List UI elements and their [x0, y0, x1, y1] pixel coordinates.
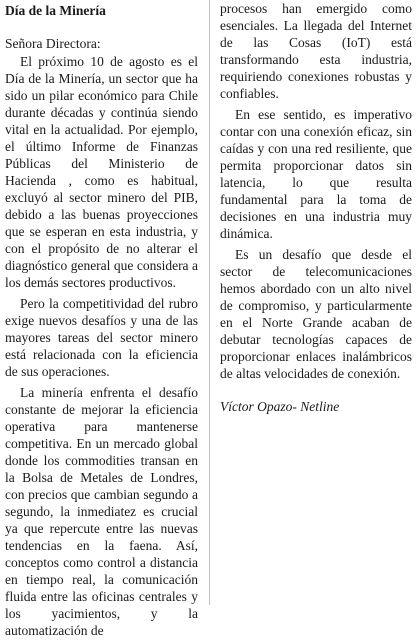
right-column — [220, 0, 412, 415]
paragraph-3-continued: procesos han emergido como esenciales. La llegada del Internet de las Cosas (IoT) está transformando esta industria, requiriendo conexiones robustas y confiables. — [220, 1, 412, 101]
paragraph-4: En ese sentido, es imperativo contar con una conexión eficaz, sin caídas y con una red resiliente, que permita proporcionar datos sin latencia, lo que resulta fundamental para la toma de decisiones en una industria muy dinámica. — [220, 107, 412, 241]
paragraph-1: El próximo 10 de agosto es el Día de la Minería, un sector que ha sido un pilar económico para Chile durante décadas y continúa siendo vital en la actualidad. Por ejemplo, el último Informe de Finanzas Públicas del Ministerio de Hacienda , como es habitual, excluyó al sector minero del PIB, debido a las buenas proyecciones que se esperan en esta industria, y con el propósito de no alterar el diagnóstico general que considera a los demás sectores productivos. — [5, 54, 198, 290]
letter-title: Día de la Minería — [5, 3, 106, 18]
signature: Víctor Opazo- Netline — [220, 399, 340, 414]
paragraph-5: Es un desafío que desde el sector de telecomunicaciones hemos abordado con un alto nivel de compromiso, y particularmente en el Norte Grande acaban de debutar tecnologías capaces de proporcionar enlaces inalámbricos de altas velocidades de conexión. — [220, 247, 412, 381]
salutation: Señora Directora: — [5, 36, 101, 51]
paragraph-3: La minería enfrenta el desafío constante de mejorar la eficiencia operativa para mantenerse competitiva. En un mercado global donde los commodities transan en la Bolsa de Metales de Londres, con precios que cambian segundo a segundo, la inmediatez es crucial ya que repercute entre las nuevas tendencias en la faena. Así, conceptos como control a distancia en tiempo real, la comunicación fluida entre las oficinas centrales y los yacimientos, y la automatización de — [5, 385, 198, 638]
paragraph-2: Pero la competitividad del rubro exige nuevos desafíos y una de las mayores tareas del sector minero está relacionada con la eficiencia de sus operaciones. — [5, 296, 198, 379]
left-column — [5, 0, 198, 643]
column-divider — [209, 0, 210, 605]
